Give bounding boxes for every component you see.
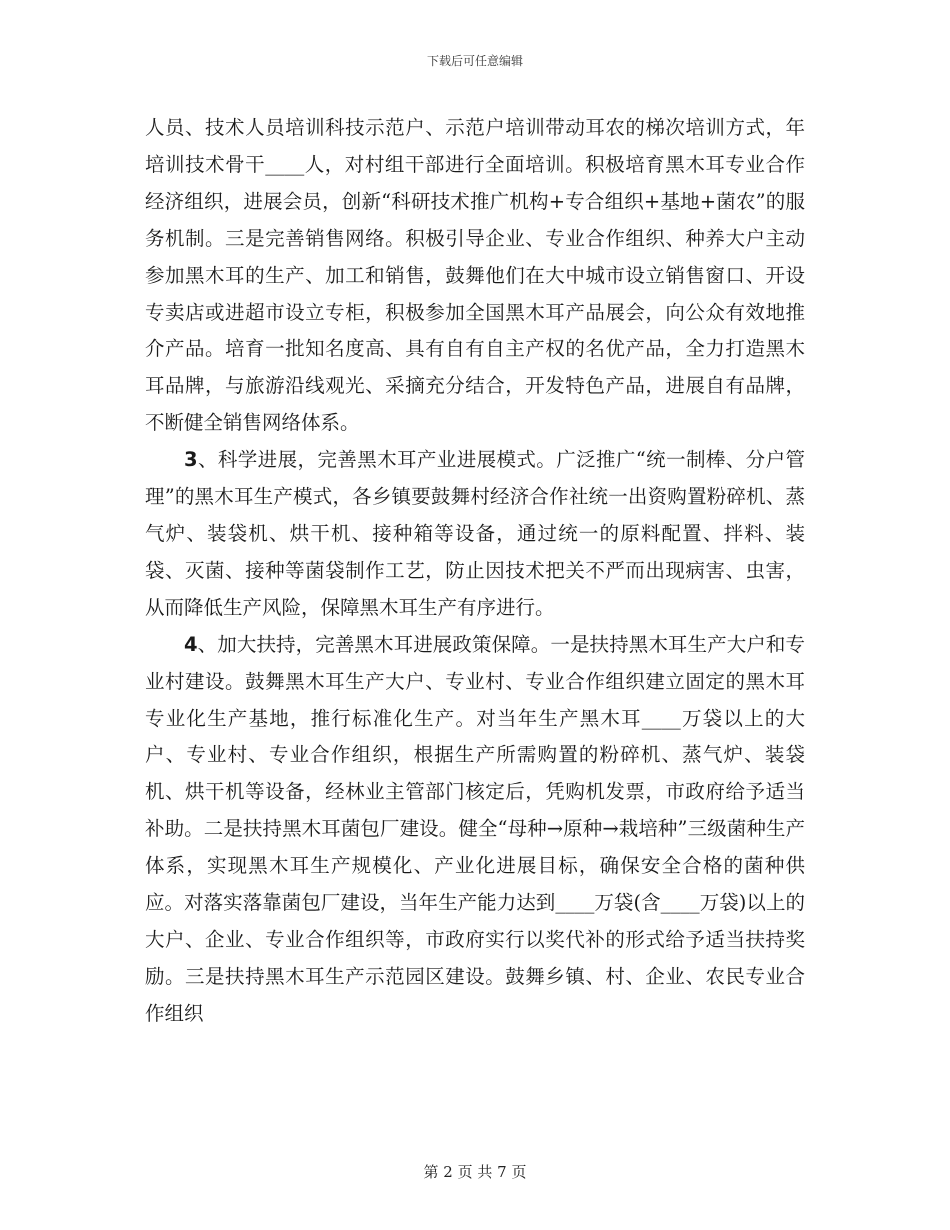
- paragraph-1-text: 人员、技术人员培训科技示范户、示范户培训带动耳农的梯次培训方式，年培训技术骨干____人，对村组干部进行全面培训。积极培育黑木耳专业合作经济组织，进展会员，创新“科研技术推广机构+专合组织+基地+菌农”的服务机制。三是完善销售网络。积极引导企业、专业合作组织、种养大户主动参加黑木耳的生产、加工和销售，鼓舞他们在大中城市设立销售窗口、开设专卖店或进超市设立专柜，积极参加全国黑木耳产品展会，向公众有效地推介产品。培育一批知名度高、具有自有自主产权的名优产品，全力打造黑木耳品牌，与旅游沿线观光、采摘充分结合，开发特色产品，进展自有品牌，不断健全销售网络体系。: [145, 116, 805, 435]
- page-footer: 第 2 页 共 7 页: [423, 1163, 527, 1181]
- paragraph-2-number: 3: [184, 448, 198, 472]
- paragraph-1: [145, 110, 805, 442]
- paragraph-2: [145, 442, 805, 627]
- paragraph-2-text: 、科学进展，完善黑木耳产业进展模式。广泛推广“统一制棒、分户管理”的黑木耳生产模式，各乡镇要鼓舞村经济合作社统一出资购置粉碎机、蒸气炉、装袋机、烘干机、接种箱等设备，通过统一的原料配置、拌料、装袋、灭菌、接种等菌袋制作工艺，防止因技术把关不严而出现病害、虫害，从而降低生产风险，保障黑木耳生产有序进行。: [145, 448, 805, 619]
- paragraph-3-number: 4: [184, 632, 198, 656]
- document-body: [145, 110, 805, 1033]
- paragraph-3-text: 、加大扶持，完善黑木耳进展政策保障。一是扶持黑木耳生产大户和专业村建设。鼓舞黑木耳生产大户、专业村、专业合作组织建立固定的黑木耳专业化生产基地，推行标准化生产。对当年生产黑木耳____万袋以上的大户、专业村、专业合作组织，根据生产所需购置的粉碎机、蒸气炉、装袋机、烘干机等设备，经林业主管部门核定后，凭购机发票，市政府给予适当补助。二是扶持黑木耳菌包厂建设。健全“母种→原种→栽培种”三级菌种生产体系，实现黑木耳生产规模化、产业化进展目标，确保安全合格的菌种供应。对落实落靠菌包厂建设，当年生产能力达到____万袋(含____万袋)以上的大户、企业、专业合作组织等，市政府实行以奖代补的形式给予适当扶持奖励。三是扶持黑木耳生产示范园区建设。鼓舞乡镇、村、企业、农民专业合作组织: [145, 632, 805, 1025]
- paragraph-3: [145, 627, 805, 1033]
- page-header: 下载后可任意编辑: [426, 54, 523, 68]
